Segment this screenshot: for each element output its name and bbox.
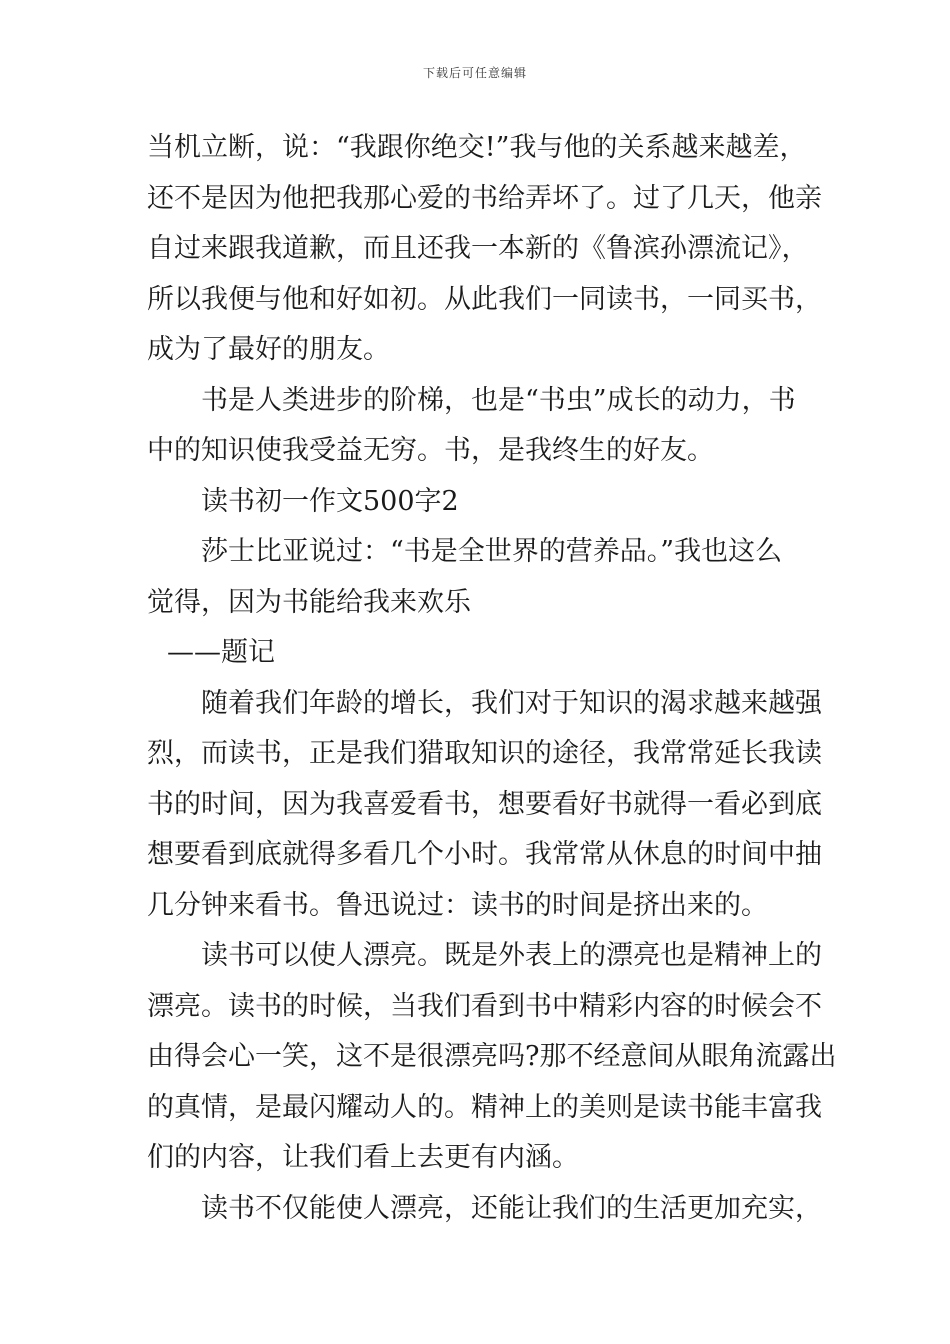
text-line: 所以我便与他和好如初。从此我们一同读书，一同买书， <box>147 283 822 315</box>
page-header-note: 下载后可任意编辑 <box>422 66 527 80</box>
text-line: 由得会心一笑，这不是很漂亮吗?那不经意间从眼角流露出 <box>147 1041 837 1072</box>
text-line: 还不是因为他把我那心爱的书给弄坏了。过了几天，他亲 <box>147 182 822 214</box>
text-line: 们的内容，让我们看上去更有内涵。 <box>147 1142 579 1173</box>
text-line: 的真情，是最闪耀动人的。精神上的美则是读书能丰富我 <box>147 1091 822 1123</box>
text-line: 漂亮。读书的时候，当我们看到书中精彩内容的时候会不 <box>147 990 822 1022</box>
text-line: 成为了最好的朋友。 <box>147 334 390 365</box>
epigraph-attribution: ——题记 <box>167 637 275 668</box>
paragraph-start-line: 读书可以使人漂亮。既是外表上的漂亮也是精神上的 <box>201 940 822 971</box>
paragraph-start-line: 书是人类进步的阶梯，也是“书虫”成长的动力，书 <box>201 384 796 416</box>
text-line: 想要看到底就得多看几个小时。我常常从休息的时间中抽 <box>147 839 822 870</box>
paragraph-start-line: 莎士比亚说过：“书是全世界的营养品。”我也这么 <box>201 536 783 567</box>
document-body <box>147 123 837 1234</box>
essay-title: 读书初一作文500字2 <box>201 485 459 517</box>
paragraph-start-line: 随着我们年龄的增长，我们对于知识的渴求越来越强 <box>201 687 822 719</box>
text-line: 觉得，因为书能给我来欢乐 <box>147 586 471 618</box>
text-line: 书的时间，因为我喜爱看书，想要看好书就得一看必到底 <box>147 788 822 820</box>
text-line: 自过来跟我道歉，而且还我一本新的《鲁滨孙漂流记》， <box>147 233 809 264</box>
text-line: 烈，而读书，正是我们猎取知识的途径，我常常延长我读 <box>147 738 822 769</box>
text-line: 当机立断，说：“我跟你绝交!”我与他的关系越来越差， <box>147 132 807 163</box>
text-line: 几分钟来看书。鲁迅说过：读书的时间是挤出来的。 <box>147 889 768 921</box>
paragraph-start-line: 读书不仅能使人漂亮，还能让我们的生活更加充实， <box>201 1192 822 1224</box>
text-line: 中的知识使我受益无穷。书，是我终生的好友。 <box>147 435 714 466</box>
